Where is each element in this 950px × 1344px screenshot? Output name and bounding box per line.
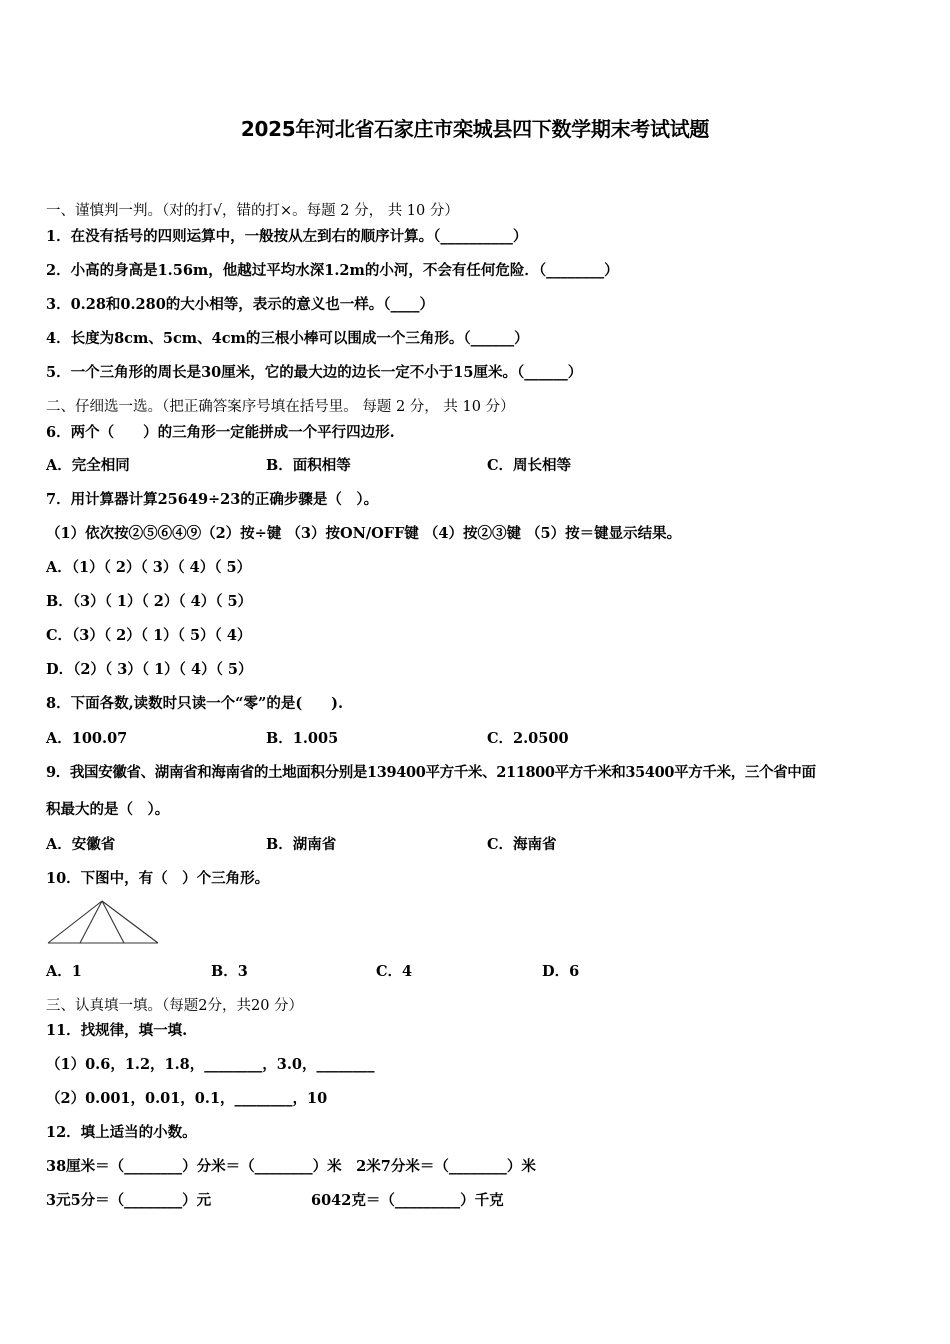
question-11: 11．找规律，填一填. [46,1022,188,1039]
question-9-line-2: 积最大的是（ ）。 [46,801,170,818]
page-title: 2025年河北省石家庄市栾城县四下数学期末考试试题 [240,117,710,141]
question-2: 2．小高的身高是1.56m，他越过平均水深1.2m的小河，不会有任何危险．（________） [46,262,619,279]
q11-part-1: （1）0.6，1.2，1.8，________，3.0，________ [46,1056,375,1073]
q9-option-c: C．海南省 [487,836,557,853]
triangle-right-side [102,901,158,943]
section-1-header: 一、谨慎判一判。（对的打√，错的打×。每题 2 分， 共 10 分） [46,203,459,219]
q12-line-2-left: 3元5分＝（________）元 [46,1192,212,1209]
question-6: 6．两个（ ）的三角形一定能拼成一个平行四边形. [46,424,395,441]
question-3: 3．0.28和0.280的大小相等，表示的意义也一样。（____） [46,296,435,313]
q7-steps: （1）依次按②⑤⑥④⑨（2）按÷键 （3）按ON/OFF键 （4）按②③键 （5）按＝键显示结果。 [46,525,682,542]
section-2-header: 二、仔细选一选。（把正确答案序号填在括号里。 每题 2 分， 共 10 分） [46,399,515,415]
q9-option-b: B．湖南省 [266,836,337,853]
q10-option-b: B．3 [211,963,248,980]
triangle-inner-line-2 [102,901,124,943]
q7-option-b: B．（3）（ 1）（ 2）（ 4）（ 5） [46,593,253,610]
q8-option-a: A．100.07 [46,730,128,747]
triangle-figure [46,899,160,945]
q6-option-a: A．完全相同 [46,457,130,474]
question-9-line-1: 9．我国安徽省、湖南省和海南省的土地面积分别是139400平方千米、211800平方千米和35400平方千米，三个省中面 [46,764,816,781]
question-1: 1．在没有括号的四则运算中，一般按从左到右的顺序计算。（__________） [46,228,528,245]
q12-line-1: 38厘米＝（________）分米＝（________）米 2米7分米＝（________）米 [46,1158,536,1175]
q7-option-d: D．（2）（ 3）（ 1）（ 4）（ 5） [46,661,253,678]
q8-option-b: B．1.005 [266,730,339,747]
question-12: 12．填上适当的小数。 [46,1124,197,1141]
q6-option-c: C．周长相等 [487,457,572,474]
q9-option-a: A．安徽省 [46,836,116,853]
question-5: 5．一个三角形的周长是30厘米，它的最大边的边长一定不小于15厘米。（______） [46,364,583,381]
question-8: 8．下面各数,读数时只读一个“零”的是( ). [46,695,344,712]
triangle-inner-line-1 [80,901,102,943]
section-3-header: 三、认真填一填。（每题2分，共20 分） [46,998,304,1014]
q8-option-c: C．2.0500 [487,730,569,747]
triangle-left-side [48,901,102,943]
q7-option-a: A．（1）（ 2）（ 3）（ 4）（ 5） [46,559,252,576]
question-7: 7．用计算器计算25649÷23的正确步骤是（ ）。 [46,491,379,508]
q11-part-2: （2）0.001，0.01，0.1，________，10 [46,1090,328,1107]
q12-line-2-right: 6042克＝（_________）千克 [311,1192,504,1209]
q6-option-b: B．面积相等 [266,457,351,474]
question-10: 10．下图中，有（ ）个三角形。 [46,870,270,887]
q7-option-c: C．（3）（ 2）（ 1）（ 5）（ 4） [46,627,252,644]
q10-option-d: D．6 [542,963,580,980]
question-4: 4．长度为8cm、5cm、4cm的三根小棒可以围成一个三角形。（______） [46,330,529,347]
q10-option-a: A．1 [46,963,82,980]
q10-option-c: C．4 [376,963,413,980]
